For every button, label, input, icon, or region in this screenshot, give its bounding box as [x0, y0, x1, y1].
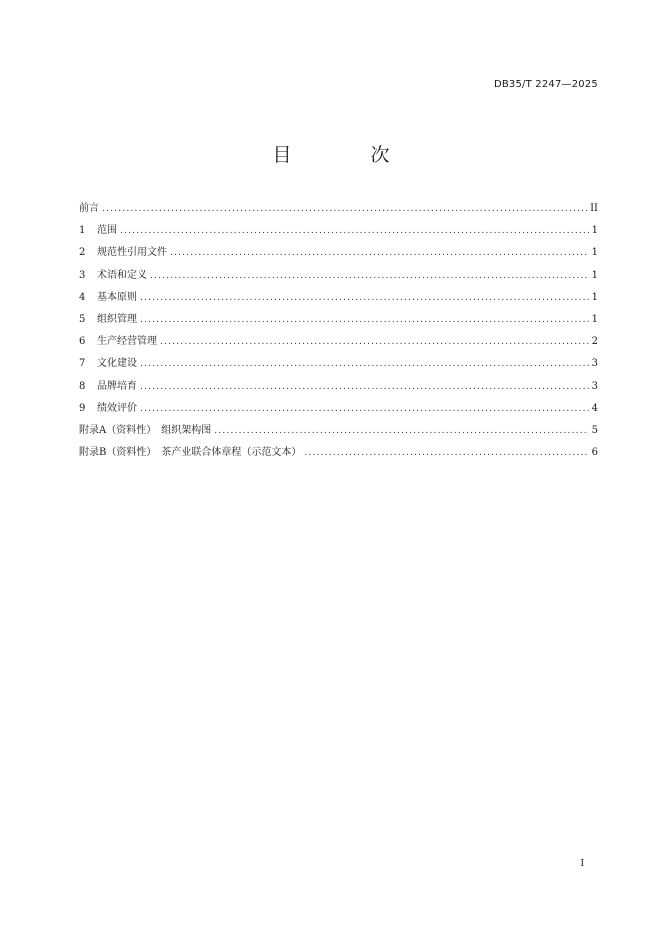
toc-entry-organization-management[interactable] [79, 311, 598, 333]
toc-leader-dots [120, 222, 589, 240]
toc-entry-text: 生产经营管理 [97, 336, 157, 348]
toc-entry-page: 1 [591, 291, 598, 303]
toc-entry-text: 文化建设 [97, 358, 137, 370]
toc-leader-dots [140, 311, 589, 329]
toc-entry-normative-references[interactable] [79, 244, 598, 266]
page-number: I [580, 859, 584, 869]
toc-title: 目 次 [272, 144, 420, 166]
toc-entry-appendix-a[interactable] [79, 422, 598, 444]
toc-entry-label [79, 311, 137, 329]
toc-leader-dots [140, 400, 589, 418]
toc-entry-scope[interactable] [79, 222, 598, 244]
toc-entry-number: 9 [79, 402, 86, 414]
toc-entry-text: 基本原则 [97, 291, 137, 303]
toc-entry-text: 组织管理 [97, 313, 137, 325]
toc-entry-number: 2 [79, 247, 86, 259]
toc-entry-text: 范围 [97, 225, 117, 237]
document-code: DB35/T 2247—2025 [493, 79, 598, 90]
toc-entry-page: 4 [591, 402, 598, 414]
toc-entry-label [79, 244, 167, 262]
toc-leader-dots [170, 244, 589, 262]
toc-entry-label: 前言 [79, 203, 99, 214]
toc-entry-appendix-b[interactable] [79, 444, 598, 466]
toc-entry-page: 1 [591, 313, 598, 325]
toc-entry-foreword[interactable] [79, 200, 598, 222]
toc-entry-label: 附录B（资料性） 茶产业联合体章程（示范文本） [79, 447, 302, 459]
toc-entry-page: 6 [591, 447, 598, 459]
table-of-contents [79, 200, 598, 466]
toc-leader-dots [102, 200, 587, 218]
toc-entry-number: 1 [79, 225, 86, 237]
toc-entry-page: 5 [591, 424, 598, 436]
toc-entry-page: II [590, 203, 598, 214]
toc-leader-dots [150, 267, 589, 285]
toc-leader-dots [140, 355, 589, 373]
toc-leader-dots [214, 422, 588, 440]
toc-entry-page: 2 [591, 336, 598, 348]
toc-entry-culture-building[interactable] [79, 355, 598, 377]
toc-entry-terms-definitions[interactable] [79, 267, 598, 289]
toc-entry-text: 术语和定义 [97, 269, 147, 281]
toc-entry-label: 附录A（资料性） 组织架构图 [79, 424, 212, 436]
toc-entry-label [79, 289, 137, 307]
toc-entry-label [79, 333, 157, 351]
toc-entry-number: 7 [79, 358, 86, 370]
toc-entry-basic-principles[interactable] [79, 289, 598, 311]
toc-leader-dots [140, 378, 589, 396]
toc-entry-label [79, 378, 137, 396]
toc-entry-production-management[interactable] [79, 333, 598, 355]
toc-leader-dots [304, 444, 588, 462]
toc-entry-brand-cultivation[interactable] [79, 378, 598, 400]
toc-entry-text: 品牌培育 [97, 380, 137, 392]
toc-entry-label [79, 267, 147, 285]
toc-entry-number: 8 [79, 380, 86, 392]
toc-entry-number: 3 [79, 269, 86, 281]
toc-entry-page: 3 [591, 380, 598, 392]
toc-entry-page: 1 [591, 225, 598, 237]
toc-entry-page: 1 [591, 269, 598, 281]
toc-entry-number: 5 [79, 313, 86, 325]
toc-entry-label [79, 222, 117, 240]
toc-leader-dots [160, 333, 589, 351]
toc-entry-performance-evaluation[interactable] [79, 400, 598, 422]
toc-entry-number: 4 [79, 291, 86, 303]
toc-entry-label [79, 355, 137, 373]
toc-entry-page: 1 [591, 247, 598, 259]
toc-leader-dots [140, 289, 589, 307]
toc-entry-text: 规范性引用文件 [97, 247, 167, 259]
toc-entry-text: 绩效评价 [97, 402, 137, 414]
toc-entry-page: 3 [591, 358, 598, 370]
toc-entry-number: 6 [79, 336, 86, 348]
toc-entry-label [79, 400, 137, 418]
